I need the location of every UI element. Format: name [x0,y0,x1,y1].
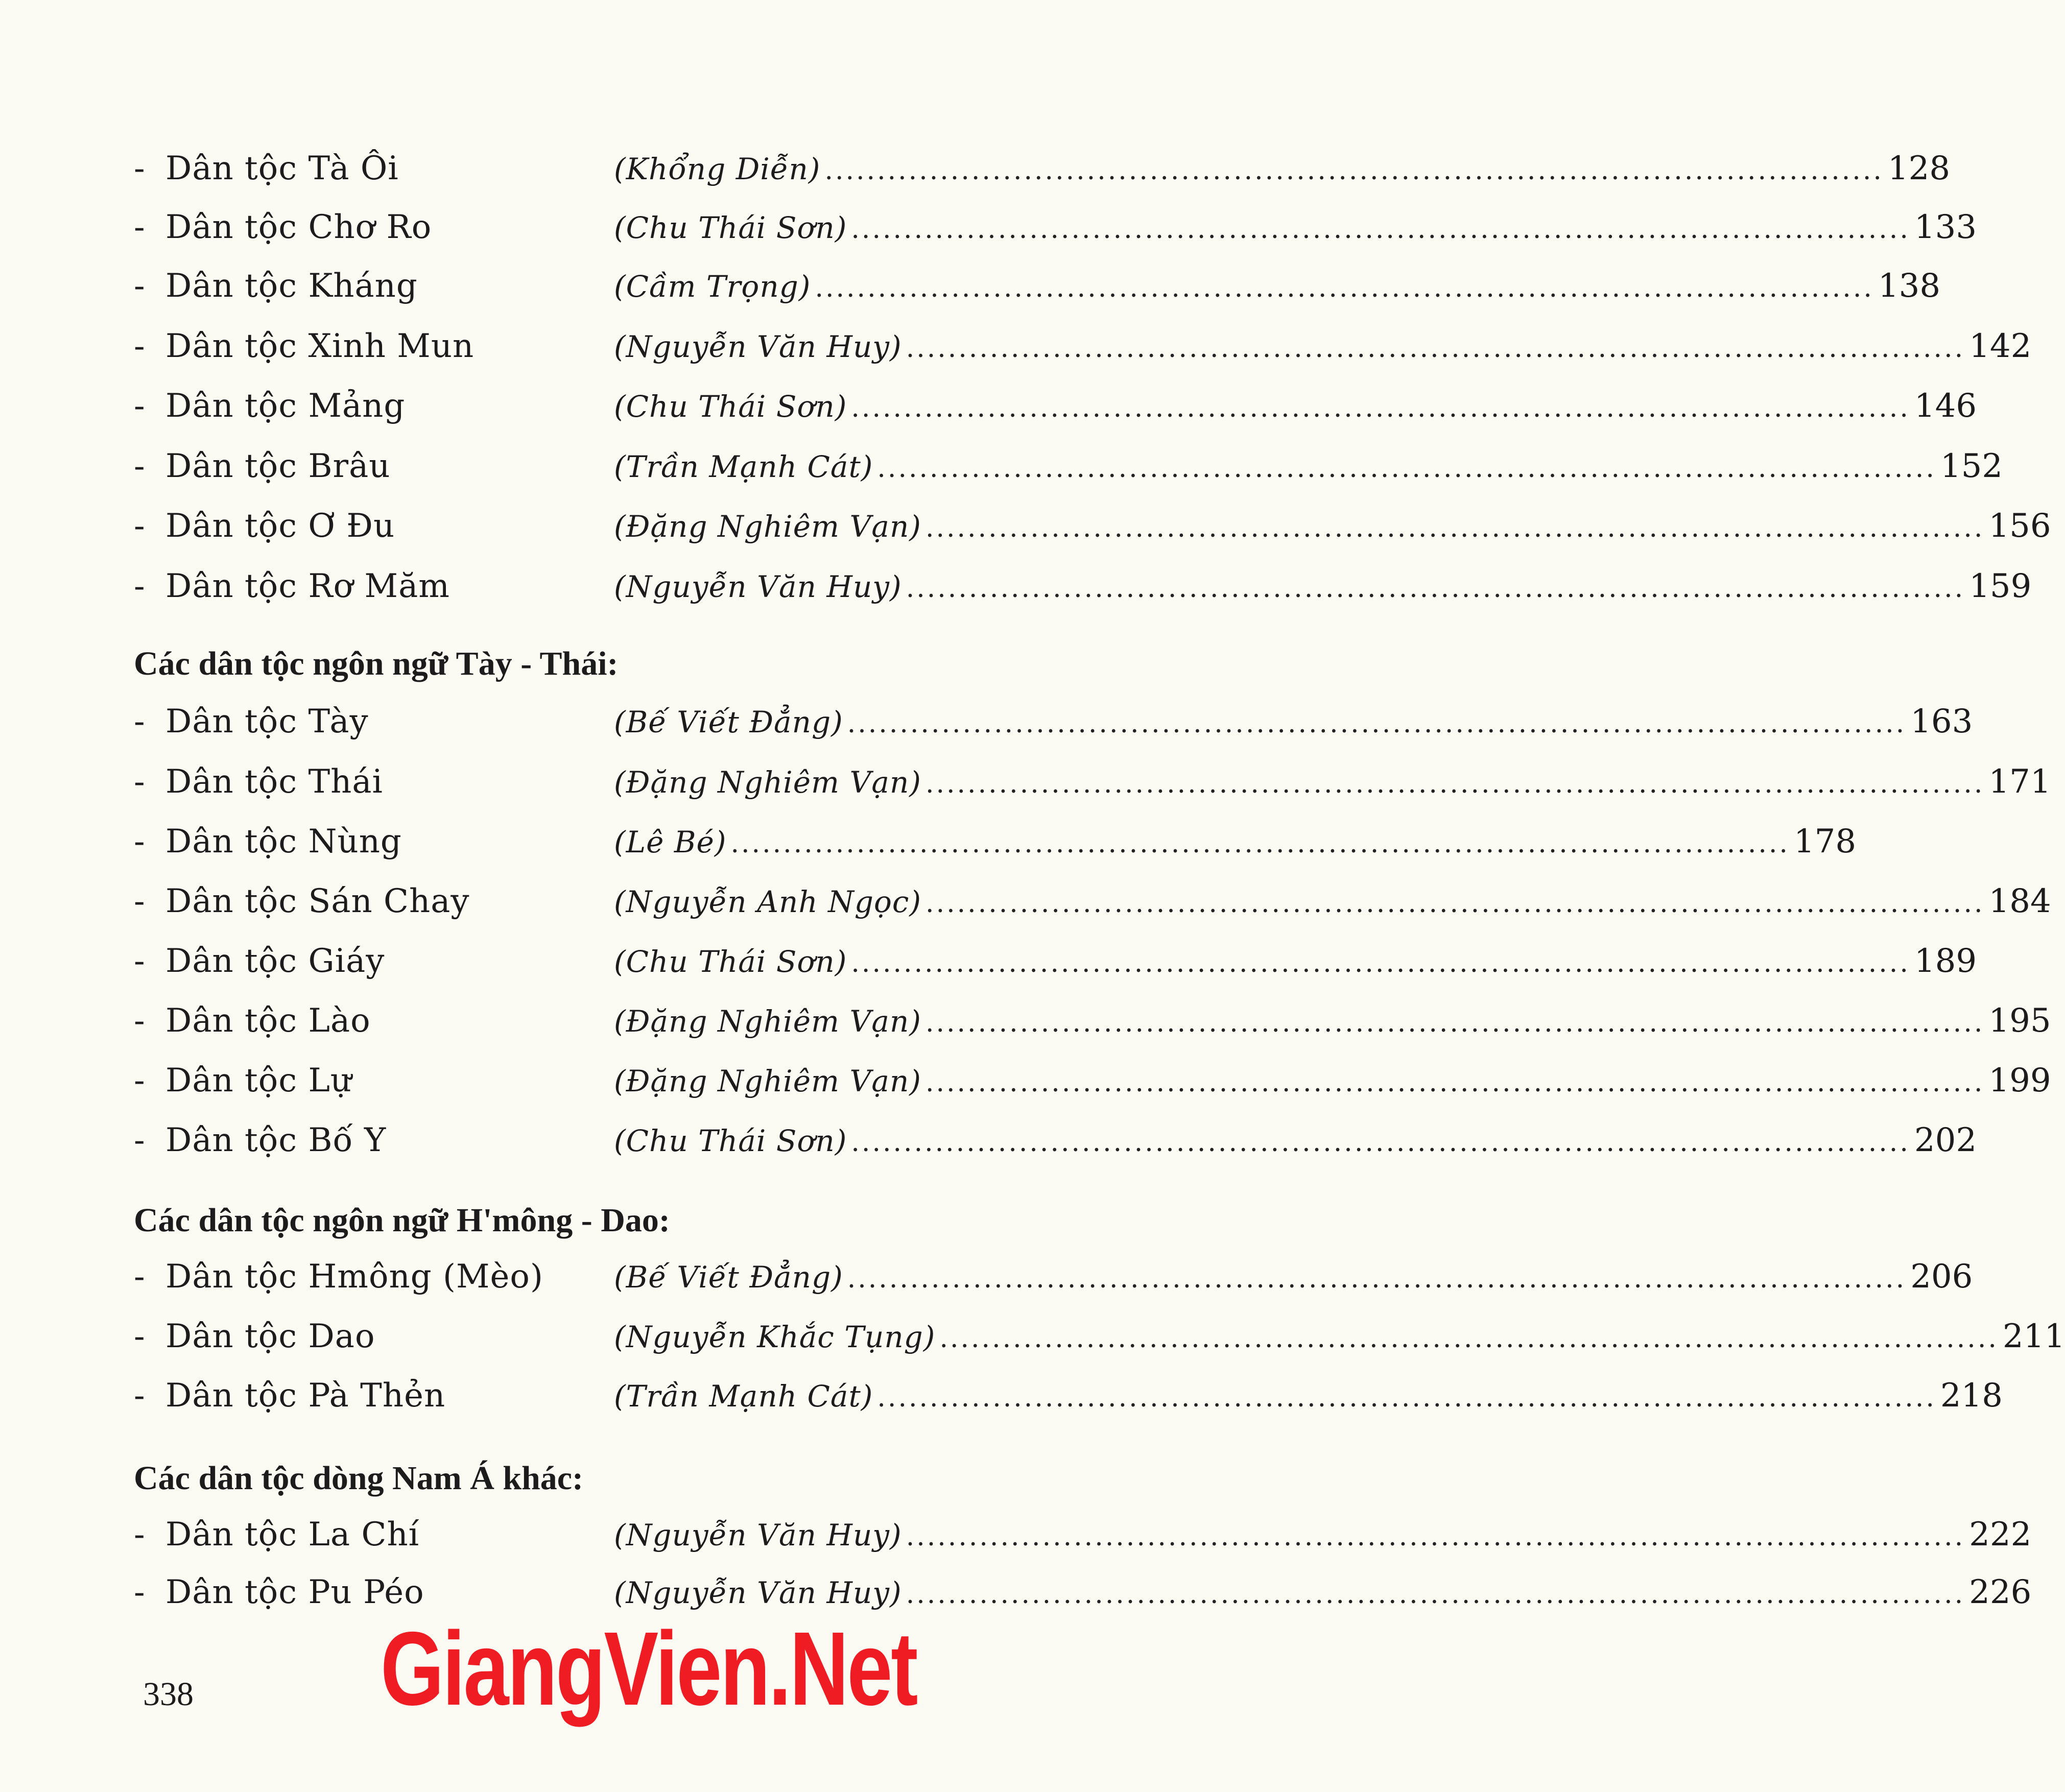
entry-title: Dân tộc La Chí [165,1516,420,1554]
dot-leader: ..................................................................................................... [925,513,1985,543]
entry-leader [614,146,1951,194]
dot-leader: ..................................................................................................... [851,393,1910,423]
entry-leader [614,383,1977,431]
toc-entry [134,204,1977,250]
toc-entry [134,699,1973,745]
toc-entry [134,759,2051,805]
entry-author: (Cầm Trọng) [614,269,811,304]
entry-dash: - [134,1258,145,1296]
dot-leader: ..................................................................................................... [851,214,1910,245]
entry-page-number: 152 [1940,447,2003,485]
entry-title: Dân tộc Dao [165,1318,375,1355]
entry-leader [614,204,1977,252]
entry-author: (Chu Thái Sơn) [614,944,847,979]
entry-title: Dân tộc Lự [165,1062,352,1100]
entry-leader [614,1058,2051,1106]
dot-leader: ..................................................................................................... [939,1323,1999,1354]
entry-dash: - [134,387,145,425]
entry-author: (Trần Mạnh Cát) [614,1379,873,1414]
entry-page-number: 171 [1988,763,2051,801]
entry-page-number: 128 [1887,150,1951,187]
entry-author: (Chu Thái Sơn) [614,389,847,424]
toc-entry [134,1117,1977,1163]
entry-author: (Bế Viết Đẳng) [614,705,843,739]
entry-dash: - [134,1377,145,1415]
toc-entry [134,1313,2065,1359]
entry-title: Dân tộc Tày [165,703,369,740]
entry-leader [614,998,2051,1046]
entry-page-number: 178 [1793,823,1857,861]
dot-leader: ..................................................................................................... [851,948,1910,978]
entry-page-number: 159 [1969,567,2032,605]
entry-dash: - [134,507,145,545]
entry-page-number: 163 [1910,703,1973,740]
toc-entry [134,563,2032,609]
dot-leader: ..................................................................................................... [925,769,1985,799]
entry-author: (Trần Mạnh Cát) [614,449,873,484]
entry-page-number: 202 [1914,1121,1977,1159]
dot-leader: ..................................................................................................... [925,888,1985,919]
entry-author: (Nguyễn Khắc Tụng) [614,1320,936,1354]
entry-leader [614,263,1941,311]
entry-dash: - [134,1573,145,1611]
section-heading-tay-thai: Các dân tộc ngôn ngữ Tày - Thái: [134,645,619,682]
dot-leader: ..................................................................................................... [906,333,1965,364]
entry-author: (Nguyễn Anh Ngọc) [614,885,922,919]
entry-leader [614,443,2003,491]
entry-page-number: 199 [1988,1062,2051,1100]
entry-page-number: 189 [1914,942,1977,980]
dot-leader: ..................................................................................................... [847,708,1907,739]
entry-dash: - [134,1516,145,1554]
entry-author: (Đặng Nghiêm Vạn) [614,1004,921,1039]
toc-entry [134,503,2051,549]
dot-leader: ..................................................................................................... [847,1263,1907,1294]
entry-leader [614,1512,2032,1560]
entry-dash: - [134,942,145,980]
toc-entry [134,938,1977,984]
entry-author: (Khổng Diễn) [614,152,821,186]
entry-dash: - [134,1062,145,1100]
entry-author: (Đặng Nghiêm Vạn) [614,765,921,800]
entry-author: (Chu Thái Sơn) [614,210,847,245]
toc-entry [134,383,1977,429]
entry-title: Dân tộc Thái [165,763,383,801]
entry-title: Dân tộc Tà Ôi [165,150,399,187]
dot-leader: ..................................................................................................... [877,1382,1936,1413]
dot-leader: ..................................................................................................... [851,1127,1910,1158]
dot-leader: ..................................................................................................... [877,453,1936,484]
entry-dash: - [134,763,145,801]
entry-leader [614,938,1977,986]
entry-leader [614,1373,2003,1421]
page-number: 338 [143,1676,194,1713]
entry-page-number: 184 [1988,882,2051,920]
entry-dash: - [134,703,145,740]
entry-title: Dân tộc Ơ Đu [165,507,395,545]
entry-title: Dân tộc Rơ Măm [165,567,450,605]
entry-page-number: 206 [1910,1258,1973,1296]
toc-entry [134,1058,2051,1104]
entry-leader [614,1117,1977,1165]
entry-page-number: 146 [1914,387,1977,425]
entry-title: Dân tộc Chơ Ro [165,208,432,246]
dot-leader: ..................................................................................................... [824,155,1884,186]
entry-page-number: 195 [1988,1002,2051,1040]
entry-dash: - [134,823,145,861]
entry-leader [614,699,1973,747]
entry-author: (Nguyễn Văn Huy) [614,569,902,604]
entry-title: Dân tộc Xinh Mun [165,327,474,365]
entry-title: Dân tộc Nùng [165,823,402,861]
entry-leader [614,759,2051,807]
entry-title: Dân tộc Hmông (Mèo) [165,1258,543,1296]
entry-dash: - [134,1318,145,1355]
toc-entry [134,819,1857,865]
entry-title: Dân tộc Mảng [165,387,406,425]
entry-leader [614,323,2032,371]
entry-author: (Bế Viết Đẳng) [614,1260,843,1295]
dot-leader: ..................................................................................................... [906,573,1965,604]
entry-leader [614,503,2051,551]
toc-entry [134,998,2051,1044]
section-heading-hmong-dao: Các dân tộc ngôn ngữ H'mông - Dao: [134,1202,670,1239]
toc-entry [134,443,2003,489]
entry-page-number: 133 [1914,208,1977,246]
entry-page-number: 156 [1988,507,2051,545]
entry-title: Dân tộc Lào [165,1002,371,1040]
dot-leader: ..................................................................................................... [925,1008,1985,1038]
toc-entry [134,1512,2032,1558]
toc-entry [134,1254,1973,1300]
entry-dash: - [134,567,145,605]
section-heading-nam-a: Các dân tộc dòng Nam Á khác: [134,1460,584,1497]
entry-dash: - [134,150,145,187]
entry-page-number: 211 [2002,1318,2065,1355]
entry-leader [614,563,2032,611]
entry-leader [614,878,2051,926]
entry-dash: - [134,882,145,920]
dot-leader: ..................................................................................................... [925,1067,1985,1098]
entry-title: Dân tộc Kháng [165,267,418,305]
entry-title: Dân tộc Pu Péo [165,1573,424,1611]
entry-page-number: 142 [1969,327,2032,365]
entry-author: (Nguyễn Văn Huy) [614,329,902,364]
entry-dash: - [134,1121,145,1159]
entry-title: Dân tộc Brâu [165,447,391,485]
dot-leader: ..................................................................................................... [815,273,1874,303]
entry-title: Dân tộc Giáy [165,942,385,980]
watermark: GiangVien.Net [381,1610,917,1727]
entry-author: (Lê Bé) [614,825,727,859]
entry-dash: - [134,327,145,365]
dot-leader: ..................................................................................................... [730,828,1790,859]
dot-leader: ..................................................................................................... [906,1521,1965,1552]
entry-title: Dân tộc Sán Chay [165,882,470,920]
entry-dash: - [134,267,145,305]
toc-entry [134,323,2032,369]
toc-entry [134,146,1951,192]
entry-author: (Đặng Nghiêm Vạn) [614,1064,921,1098]
entry-dash: - [134,1002,145,1040]
entry-page-number: 226 [1969,1573,2032,1611]
entry-author: (Nguyễn Văn Huy) [614,1518,902,1552]
toc-entry [134,1373,2003,1419]
entry-page-number: 218 [1940,1377,2003,1415]
dot-leader: ..................................................................................................... [906,1579,1965,1610]
toc-entry [134,263,1941,309]
entry-leader [614,1313,2065,1361]
entry-dash: - [134,447,145,485]
entry-leader [614,819,1857,867]
entry-author: (Chu Thái Sơn) [614,1124,847,1158]
entry-title: Dân tộc Bố Y [165,1121,387,1159]
entry-title: Dân tộc Pà Thẻn [165,1377,446,1415]
entry-author: (Đặng Nghiêm Vạn) [614,509,921,544]
entry-author: (Nguyễn Văn Huy) [614,1575,902,1610]
entry-page-number: 138 [1878,267,1941,305]
toc-entry [134,878,2051,924]
entry-dash: - [134,208,145,246]
entry-leader [614,1254,1973,1302]
entry-page-number: 222 [1969,1516,2032,1554]
